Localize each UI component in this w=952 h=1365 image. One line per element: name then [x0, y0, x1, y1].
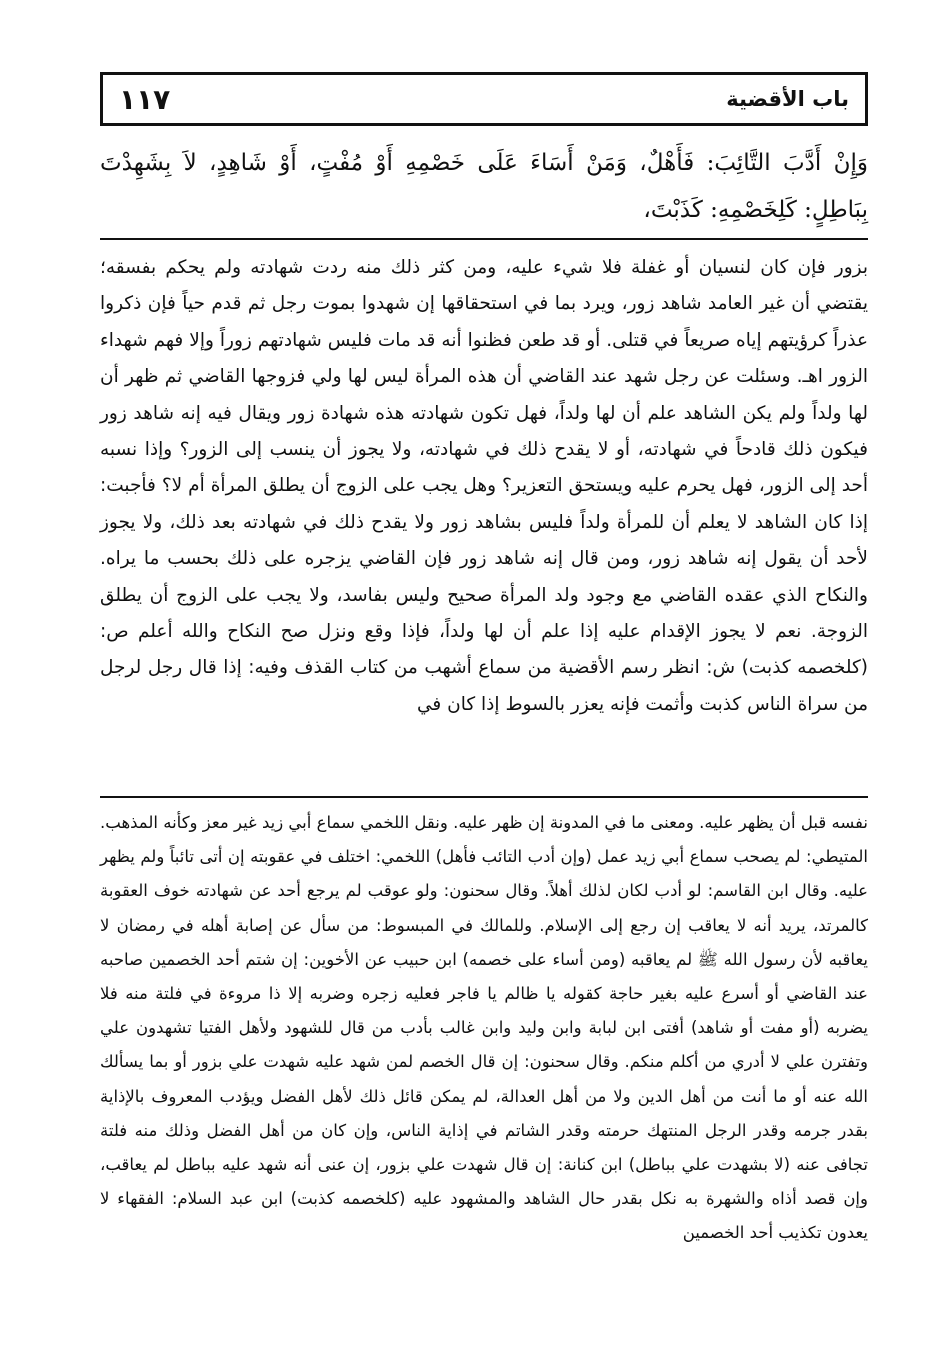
- chapter-title: باب الأقضية: [726, 87, 849, 111]
- section-divider: [100, 238, 868, 240]
- footnote-paragraph: نفسه قبل أن يظهر عليه. ومعنى ما في المدونة إن ظهر عليه. ونقل اللخمي سماع أبي زيد غير معز وكأنه المذهب. المتيطي: لم يصحب سماع أبي زيد عمل (وإن أدب التائب فأهل) اللخمي: اختلف في عقوبته إن أتى تائباً ولم يظهر عليه. وقال ابن القاسم: لو أدب لكان لذلك أهلاً. وقال سحنون: ولو عوقب لم يرجع أحد عن شهادته خوف العقوبة كالمرتد، يريد أنه لا يعاقب إن رجع إلى الإسلام. وللمالك في المبسوط: من سأل عن إصابة أهله في رمضان لا يعاقبه لأن رسول الله ﷺ لم يعاقبه (ومن أساء على خصمه) ابن حبيب عن الأخوين: إن شتم أحد الخصمين صاحبه عند القاضي أو أسرع عليه بغير حاجة كقوله يا ظالم يا فاجر فعليه زجره وضربه إلا ذا مروءة في فلتة منه فلا يضربه (أو مفت أو شاهد) أفتى ابن لبابة وابن وليد وابن غالب بأدب من قال للشهود ولأهل الفتيا تشهدون علي وتفترن علي لا أدري من أكلم منكم. وقال سحنون: إن قال الخصم لمن شهد عليه شهدت علي بزور أو بما يسألك الله عنه أو ما أنت من أهل الدين ولا من أهل العدالة، لم يمكن قائل ذلك لأهل الفضل ويؤدب المعروف بالإذاية بقدر جرمه وقدر الرجل المنتهك حرمته وقدر الشاتم في إذاية الناس، وإن كان من أهل الفضل وذلك منه فلتة تجافى عنه (لا بشهدت علي بباطل) ابن كنانة: إن قال شهدت علي بزور، إن عنى أنه شهد عليه بباطل لم يعاقب، وإن قصد أذاه والشهرة به نكل بقدر حال الشاهد والمشهود عليه (كلخصمه كذبت) ابن عبد السلام: الفقهاء لا يعدون تكذيب أحد الخصمين: [100, 813, 868, 1243]
- page-header: [100, 72, 868, 126]
- commentary-text: [100, 250, 868, 723]
- main-text: [100, 140, 868, 234]
- page-number: ١١٧: [119, 82, 171, 116]
- commentary-paragraph: بزور فإن كان لنسيان أو غفلة فلا شيء عليه، ومن كثر ذلك منه ردت شهادته ولم يحكم بفسقه؛ يقتضي أن غير العامد شاهد زور، ويرد بما في استحقاقها إن شهدوا بموت رجل ثم قدم حياً فإن ذكروا عذراً كرؤيتهم إياه صريعاً في قتلى. أو قد طعن فظنوا أنه قد مات فليس شهادتهم زوراً وإلا فهم شهداء الزور اهـ. وسئلت عن رجل شهد عند القاضي أن هذه المرأة ليس لها ولي فزوجها القاضي ثم ظهر أن لها ولداً ولم يكن الشاهد علم أن لها ولداً، فهل تكون شهادته هذه شهادة زور ويقال فيه إنه شاهد زور فيكون ذلك قادحاً في شهادته، أو لا يقدح ذلك في شهادته، ولا يجوز أن ينسب إلى الزور؟ وإذا نسبه أحد إلى الزور، فهل يحرم عليه ويستحق التعزير؟ وهل يجب على الزوج أن يطلق المرأة أم لا؟ فأجبت: إذا كان الشاهد لا يعلم أن للمرأة ولداً فليس بشاهد زور ولا يقدح ذلك في شهادته بعد ذلك، ولا يجوز لأحد أن يقول إنه شاهد زور، ومن قال إنه شاهد زور فإن القاضي يزجره على ذلك بحسب ما يراه. والنكاح الذي عقده القاضي مع وجود ولد المرأة صحيح وليس بفاسد، ولا يجب على الزوج أن يطلق الزوجة. نعم لا يجوز الإقدام عليه إذا علم أن لها ولداً، فإذا وقع ونزل صح النكاح والله أعلم ص: (كلخصمه كذبت) ش: انظر رسم الأقضية من سماع أشهب من كتاب القذف وفيه: إذا قال رجل لرجل من سراة الناس كذبت وأثمت فإنه يعزر بالسوط إذا كان في: [100, 257, 868, 715]
- main-text-paragraph: وَإِنْ أَدَّبَ التَّائِبَ: فَأَهْلٌ، وَمَنْ أَسَاءَ عَلَى خَصْمِهِ أَوْ مُفْتٍ، أَوْ شَاهِدٍ، لاَ بِشَهِدْتَ بِبَاطِلٍ: كَلِخَصْمِهِ: كَذَبْتَ،: [100, 150, 868, 223]
- footnote-divider: [100, 796, 868, 798]
- footnote-text: [100, 806, 868, 1251]
